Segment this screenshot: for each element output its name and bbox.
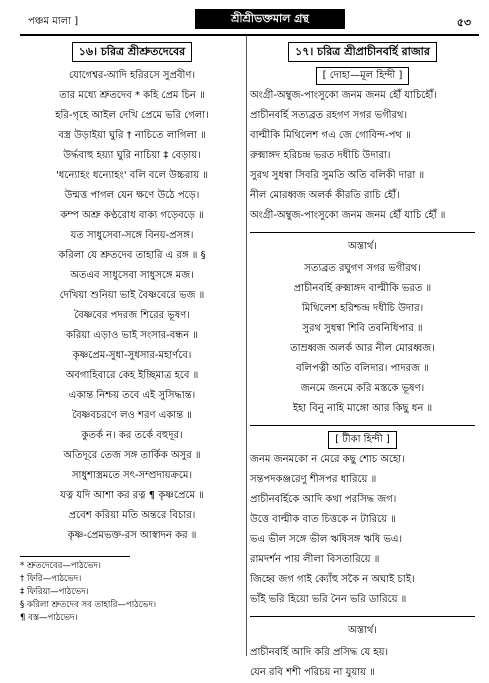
footnote-rule bbox=[20, 556, 130, 557]
verse-line: কুতর্ক ন। কর তর্কে বহুদূর। bbox=[81, 430, 183, 441]
verse-line: প্রবেশ করিয়া মতি অন্তরে বিচার। bbox=[68, 510, 196, 521]
verse-line: সাধুশাস্ত্রমতে সৎ-সম্প্রদায়ক্রমে। bbox=[71, 470, 193, 481]
verse-line: মিথিলেশ হরিশ্চন্দ্র দধীচি উদার। bbox=[301, 303, 424, 314]
doha-label: [ দোহা—মূল হিন্দী ] bbox=[316, 67, 410, 85]
verse-line: প্রাচীনবর্হি রুক্মাঙ্গদ বাল্মীকি ভরত ॥ bbox=[293, 283, 432, 294]
verse-line: রুক্মাঙ্গদ হরিচন্দ্র ভরত দধীচি উদারা। bbox=[250, 150, 391, 161]
verse-line: ভএ ভীল সঙ্গে ভীল ঋষিসঙ্গ ঋষি ভএ। bbox=[250, 534, 403, 545]
verse-line: প্রাচীনবর্হি সত্যব্রত রহগণ সগর ভগীরথ। bbox=[250, 110, 408, 121]
verse-line: নীল মোরধ্বজ অলর্ক কীরতি রাচি হৌঁ। bbox=[250, 190, 400, 201]
verse-line: ইহা বিনু নাহি মাঙ্গো আর কিছু ধন ॥ bbox=[292, 403, 433, 414]
meaning-label-2: অস্তার্থ। bbox=[348, 625, 377, 636]
verse-line: দেখিয়া শুনিয়া ভাই বৈষ্ণবেরে ভজ ॥ bbox=[59, 290, 205, 301]
header-left: পঞ্চম মালা ] bbox=[28, 16, 79, 27]
section-number: ১৭। bbox=[295, 45, 314, 58]
verse-line: বৈষ্ণবের পদরজ শিরের ভূষণ। bbox=[74, 310, 190, 321]
verse-line: অংগ্রী-অম্বুজ-পাংসুকো জনম জনম হৌঁ যাচি হৌঁ ॥ bbox=[250, 210, 446, 221]
verse-line: প্রাচীনবর্হি আদি করি প্রসিদ্ধ যে হয়। bbox=[250, 647, 389, 658]
hindi-verse bbox=[250, 86, 475, 226]
verse-line: উর্দ্ধবাহু হয়্যা ঘুরি নাচিয়া ‡ বেড়ায়। bbox=[63, 150, 201, 161]
tika-verse bbox=[250, 450, 475, 610]
footnote: ‡ ফিরিয়া—পাঠভেদ। bbox=[20, 587, 89, 597]
bengali-verse bbox=[250, 259, 475, 419]
footnote: * শ্রুতদেবের—পাঠভেদ। bbox=[20, 561, 101, 571]
verse-line: জিহ্বে জগ গাই ক্যোঁহু সকৈ ন অঘাই চাই। bbox=[250, 574, 415, 585]
section-title-left bbox=[72, 42, 192, 62]
footnote: ¶ বস্ত—পাঠভেদ। bbox=[20, 613, 78, 623]
verse-line: কম্প অশ্রু কণ্ঠরোধ বাক্য গড়েবড়ে ॥ bbox=[60, 210, 204, 221]
separator bbox=[250, 232, 475, 233]
separator bbox=[250, 425, 475, 426]
verse-line: হরি-গৃহে আইল দেখি প্রেমে ভরি গেলা। bbox=[55, 110, 209, 121]
verse-line: রামদর্শন পায় লীলা বিসতারিয়ে ॥ bbox=[250, 554, 380, 565]
right-column bbox=[250, 42, 475, 683]
footnote: § করিলা শ্রুতদেব সব তাহারি—পাঠভেদ। bbox=[20, 600, 157, 610]
section-heading: চরিত্র শ্রীশ্রুতদেবের bbox=[100, 45, 186, 58]
verse-line: সত্যব্রত রঘুগণ সগর ভগীরথ। bbox=[304, 263, 421, 274]
page-number: ৫৩ bbox=[456, 16, 471, 29]
verse-line: বৈষ্ণবচরণে লও শরণ একান্ত ॥ bbox=[72, 410, 192, 421]
verse-line: বলিপত্নী অতি বলিদার। পাদরজ ॥ bbox=[296, 363, 429, 374]
page-header bbox=[20, 6, 479, 36]
column-divider bbox=[246, 36, 247, 656]
verse-line: বাল্মীকি মিথিলেশ গএ জে গোবিন্দ-পথ ॥ bbox=[250, 130, 411, 141]
verse-line: সন্তপদকঞ্জরেণু শীসপর ধারিয়ে ॥ bbox=[250, 474, 377, 485]
verse-line: সুরথ সুধন্বা সিবরি সুমতি অতি বলিকী দারা ॥ bbox=[250, 170, 425, 181]
verse-line: একান্ত নিশ্চয় তবে এই সুসিদ্ধান্ত। bbox=[68, 390, 196, 401]
verse-line: যেন রবি শশী পরিচয় না যুয়ায় ॥ bbox=[250, 667, 375, 678]
verse-line: কৃষ্ণপ্রেম-সুধা-সুধসার-মহার্ণবে। bbox=[72, 350, 192, 361]
footnotes bbox=[20, 556, 244, 625]
final-verse bbox=[250, 643, 475, 683]
verse-line: যত্ন যদি আশা কর রত্ন ¶ কৃষ্ণপ্রেমে ॥ bbox=[60, 490, 204, 501]
verse-line: অংগ্রী-অম্বুজ-পাংসুকো জনম জনম হৌঁ যাচিহৌঁ। bbox=[250, 90, 437, 101]
verse-line: তাম্রধ্বজ অলর্ক আর নীল মোরধ্বজ। bbox=[290, 343, 435, 354]
verse-line: উত্তে বাল্মীক বাত চিত্তকে ন টারিয়ে ॥ bbox=[250, 514, 396, 525]
left-column bbox=[20, 42, 244, 546]
verse-line: অবগাহিবারে কেহ ইচ্ছিমাত্র হবে ॥ bbox=[65, 370, 199, 381]
verse-line: তার মধ্যে শ্রুতদেব * কহি প্রেম চিন ॥ bbox=[59, 90, 205, 101]
separator bbox=[250, 616, 475, 617]
meaning-label: অস্তার্থ। bbox=[348, 241, 377, 252]
verse-line: জনম জনমকো ন মেরে কছু শোচ অহো। bbox=[250, 454, 405, 465]
verse-line: জনমে জনমে করি মস্তকে ভূষণ। bbox=[300, 383, 425, 394]
section-heading: চরিত্র শ্রীপ্রাচীনবর্হি রাজার bbox=[317, 45, 430, 58]
verse-line: করিয়া এড়াও ভাই সংসার-বন্ধন ॥ bbox=[65, 330, 199, 341]
verse-line: অতএব সাধুসেবা সাধুসঙ্গে মজ। bbox=[70, 270, 194, 281]
verse-line: যোগেশ্বর-আদি হরিরসে সুপ্রবীণ। bbox=[68, 70, 196, 81]
verse-line: উন্মত্ত পাগল যেন ক্ষণে উঠে পড়ে। bbox=[64, 190, 200, 201]
header-title: শ্রীশ্রীভক্তমাল গ্রন্থ bbox=[195, 9, 345, 29]
section-title-right bbox=[288, 42, 437, 62]
verse-line: অতিদূরে তেজ সঙ্গ তার্কিক অসুর ॥ bbox=[63, 450, 201, 461]
verse-line: কৃষ্ণ-প্রেমভক্ত-রস আস্বাদন কর ॥ bbox=[67, 530, 197, 541]
section-number: ১৬। bbox=[78, 45, 98, 58]
verse-line: যত সাধুসেবা-সঙ্গে বিনয়-প্রসঙ্গ। bbox=[70, 230, 194, 241]
tika-label: [ টীকা হিন্দী ] bbox=[328, 431, 397, 449]
verse-line: প্রাচীনবর্হিকে আদি কথা পরসিদ্ধ জগ। bbox=[250, 494, 397, 505]
verse-line: 'ধন্যোহং ধন্যোহং' বলি বলে উচ্চরায় ॥ bbox=[56, 170, 208, 181]
verse-line: সুরথ সুধন্বা শিবি তবনিধিপার ॥ bbox=[302, 323, 423, 334]
verse-line: ভাঁই ভরি হিয়ো ভরি নৈন ভরি ডারিয়ে ॥ bbox=[250, 594, 407, 605]
verse-line: বস্ত্র উড়াইয়া ঘুরি † নাচিতে লাগিলা ॥ bbox=[58, 130, 206, 141]
footnote: † ফিরি—পাঠভেদ। bbox=[20, 574, 82, 584]
verse-lines bbox=[20, 66, 244, 546]
verse-line: করিলা যে শ্রুতদেব তাহারি এ রঙ্গ ॥ § bbox=[58, 250, 206, 261]
